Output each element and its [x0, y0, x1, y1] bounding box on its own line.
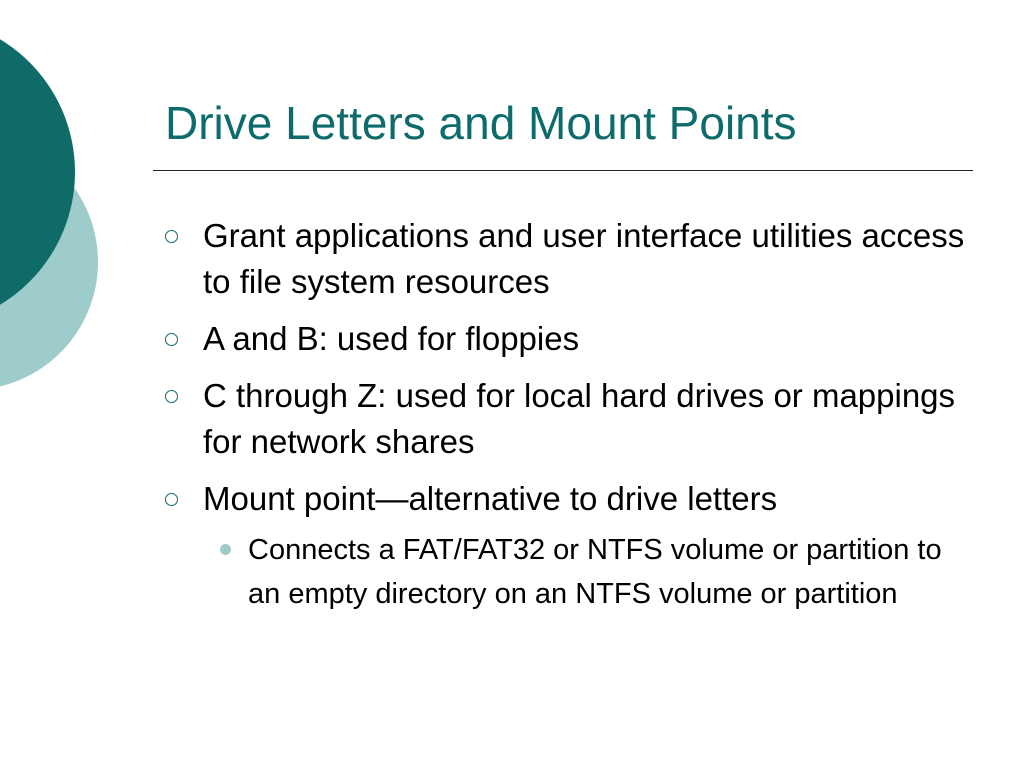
bullet-item — [165, 213, 965, 305]
bullet-text: C through Z: used for local hard drives or mappings for network shares — [203, 377, 956, 460]
hollow-circle-bullet-icon — [165, 390, 178, 403]
hollow-circle-bullet-icon — [165, 493, 178, 506]
title-divider — [153, 170, 973, 171]
bullet-text: Mount point—alternative to drive letters — [203, 480, 778, 517]
bullet-text: A and B: used for floppies — [203, 320, 580, 357]
bullet-item — [165, 316, 965, 362]
sub-bullet-item — [203, 528, 965, 616]
bullet-item — [165, 373, 965, 465]
bullet-item — [165, 476, 965, 616]
sub-bullet-text: Connects a FAT/FAT32 or NTFS volume or partition to an empty directory on an NTFS volume or partition — [248, 534, 942, 610]
bullet-list — [165, 213, 965, 616]
filled-circle-bullet-icon — [220, 544, 231, 555]
slide-title: Drive Letters and Mount Points — [165, 97, 797, 149]
bullet-text: Grant applications and user interface utilities access to file system resources — [203, 217, 965, 300]
hollow-circle-bullet-icon — [165, 230, 178, 243]
overlapping-circles-decoration — [0, 0, 120, 420]
sub-bullet-list — [203, 528, 965, 616]
hollow-circle-bullet-icon — [165, 333, 178, 346]
slide-body — [165, 213, 965, 627]
